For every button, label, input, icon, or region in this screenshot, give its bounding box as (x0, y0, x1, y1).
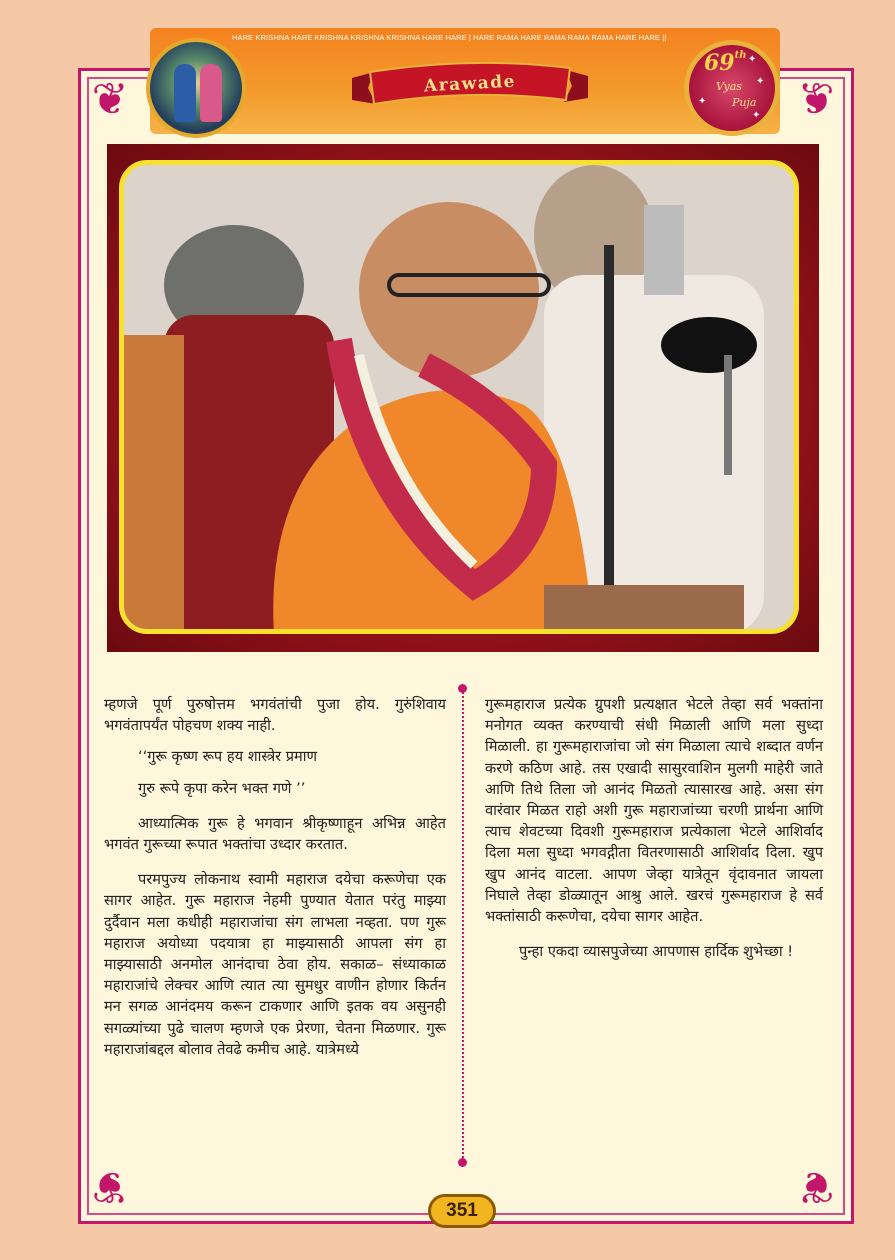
corner-ornament: ❦ (91, 74, 129, 125)
badge-line-vyas: Vyas (716, 80, 742, 93)
selfie-stick (604, 245, 614, 625)
deity-figure (200, 64, 222, 122)
paragraph: परमपुज्य लोकनाथ स्वामी महाराज दयेचा करूणेचा एक सागर आहेत. गुरू महाराज नेहमी पुण्यात येतात परंतु माझ्या दुर्दैवान मला कधीही महाराजांचा संग लाभला नव्हता. पण गुरू महाराज अयोध्या पदयात्रा हा माझ्यासाठी आपला संग हा माझ्यासाठी अनमोल आनंदाचा ठेवा होय. सकाळ– संध्याकाळ महाराजांचे लेक्चर आणि त्यात त्या सुमधुर वाणीन होणार किर्तन मन सगळ आनंदमय करून टाकणार आणि इतक वय असुनही सगळ्यांच्या पुढे चालण म्हणजे एक प्रेरणा, चेतना मिळणार. गुरू महाराजांबद्दल बोलाव तेवढे कमीच आहे. यात्रेमध्ये (104, 871, 446, 1058)
paragraph: पुन्हा एकदा व्यासपुजेच्या आपणास हार्दिक शुभेच्छा ! (519, 943, 794, 961)
corner-ornament: ❦ (91, 1161, 129, 1212)
paragraph: म्हणजे पूर्ण पुरुषोत्तम भगवंतांची पुजा होय. गुरुंशिवाय भगवंतापर्यंत पोहचण शक्य नाही. (104, 696, 446, 735)
deity-medallion-image (146, 38, 246, 138)
page-number: 351 (428, 1194, 496, 1228)
star-icon: ✦ (752, 110, 761, 121)
star-icon: ✦ (748, 54, 757, 65)
paragraph: गुरूमहाराज प्रत्येक ग्रुपशी प्रत्यक्षात भेटले तेव्हा सर्व भक्तांना मनोगत व्यक्त करण्याची संधी मिळाली आणि मला सुध्दा मिळाली. हा गुरूमहाराजांचा जो संग मिळाला त्याचे शब्दात वर्णन करणे कठिण आहे. तस एखादी सासुरवाशिन मुलगी माहेरी जाते आणि तिथे तिला जो आनंद मिळतो त्यासारख आहे. असा संग वारंवार मिळत राहो अशी गुरू महाराजांच्या चरणी प्रार्थना आणि त्याच शेवटच्या दिवशी गुरूमहाराज प्रत्येकाला भेटले आशिर्वाद दिला मला सुध्दा भगवद्गीता वितरणासाठी आशिर्वाद दिला. खुप खुप आनंद वाटला. आपण जेव्हा यात्रेतून वृंदावनात जायला निघाले तेव्हा डोळ्यातून आश्रु आले. खरचं गुरूमहाराज हे सर्व भक्तांसाठी करूणेचा, दयेचा सागर आहेत. (485, 696, 823, 926)
badge-line-puja: Puja (732, 96, 757, 109)
mantra-text: HARE KRISHNA HARE KRISHNA KRISHNA KRISHNA HARE HARE | HARE RAMA HARE RAMA RAMA RAMA HARE HARE || (232, 33, 667, 42)
right-column (485, 694, 823, 962)
star-icon: ✦ (756, 76, 765, 87)
corner-ornament: ❦ (797, 1161, 835, 1212)
microphone (661, 317, 757, 373)
page-title: Arawade (423, 71, 517, 97)
deity-figure (174, 64, 196, 122)
divider-dot (458, 1158, 467, 1167)
corner-ornament: ❦ (797, 74, 835, 125)
column-divider (462, 692, 464, 1162)
paragraph: आध्यात्मिक गुरू हे भगवान श्रीकृष्णाहून अभिन्न आहेत भगवंत गुरूच्या रूपात भक्तांचा उध्दार करतात. (104, 814, 446, 854)
verse-line: गुरु रूपे कृपा करेन भक्त गणे ’’ (138, 779, 306, 797)
left-column (104, 694, 446, 1060)
guru-photo (119, 160, 799, 634)
verse-line: ‘‘गुरू कृष्ण रूप हय शास्त्रेर प्रमाण (138, 748, 318, 766)
badge-number: 69th (704, 50, 747, 76)
star-icon: ✦ (698, 96, 707, 107)
guru-head (359, 202, 539, 378)
